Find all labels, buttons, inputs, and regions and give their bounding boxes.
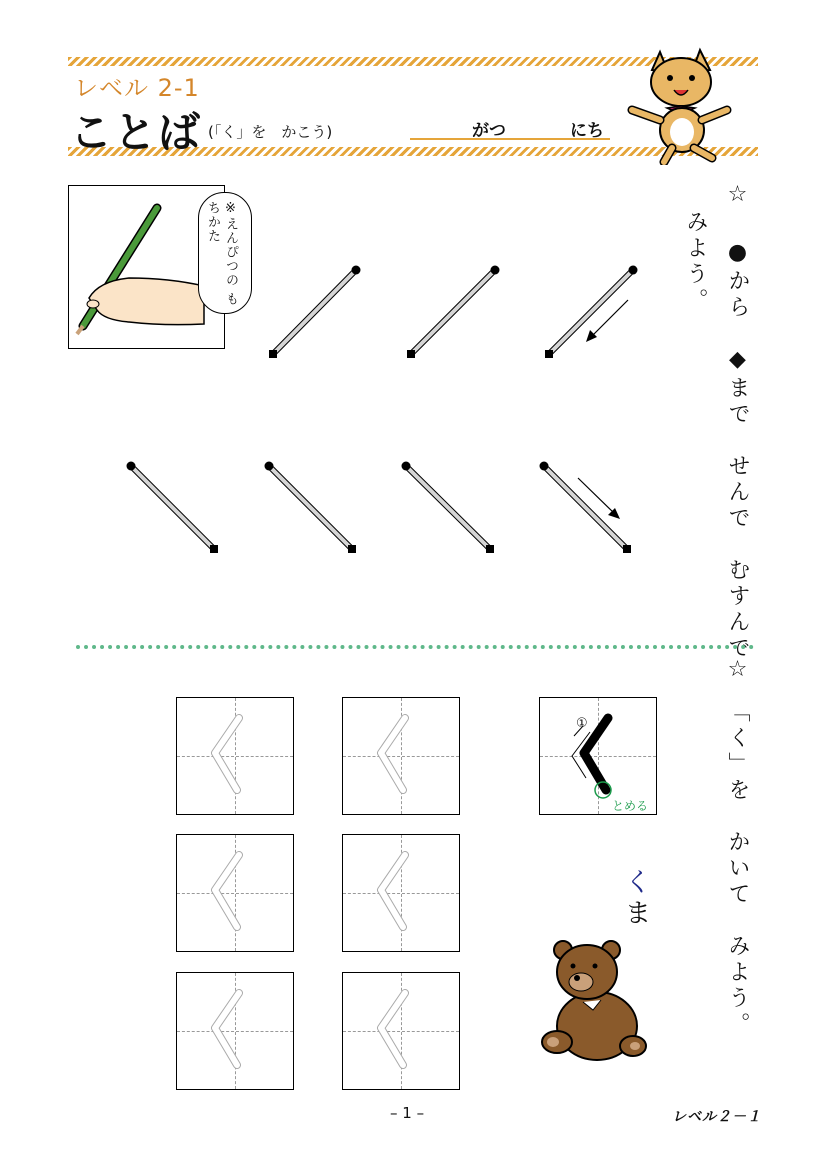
ku-trace-glyph [343,973,459,1089]
ku-trace-glyph [343,835,459,951]
bear-icon [535,938,650,1063]
trace-line-row1-3[interactable] [545,266,638,359]
practice-box-1[interactable] [176,697,294,815]
section2-star: ☆ [725,657,750,686]
page-title: ことば [70,108,203,157]
trace-line-row1-2[interactable] [407,266,500,359]
section2-instruction: 「く」を かいて みよう。 [725,700,750,1038]
practice-box-4[interactable] [342,834,460,952]
direction-arrow-down-left-icon [586,300,628,342]
page-number: – 1 – [390,1104,425,1122]
stroke-number: ① [576,716,588,731]
ku-trace-glyph [177,973,293,1089]
trace-line-row2-3[interactable] [402,462,495,554]
practice-box-5[interactable] [176,972,294,1090]
stop-label: とめる [612,799,649,813]
trace-line-row1-1[interactable] [269,266,361,359]
section1-instruction-line1: ●から ◆まで せんで むすんで [725,240,750,662]
example-word-char1: く [625,868,652,898]
trace-line-row2-4[interactable] [540,462,632,554]
direction-arrow-down-right-icon [578,478,620,519]
practice-box-6[interactable] [342,972,460,1090]
practice-box-2[interactable] [342,697,460,815]
pencil-grip-bubble-text: ※えんぴつの もちかた [205,201,238,307]
month-label: がつ [472,121,506,141]
section-divider [76,645,754,649]
trace-line-row2-2[interactable] [265,462,357,554]
ku-trace-glyph [177,835,293,951]
day-label: にち [570,121,604,141]
level-label: レベル 2-1 [74,74,200,102]
section1-star: ☆ [725,182,750,211]
trace-line-row2-1[interactable] [127,462,219,554]
ku-trace-glyph [177,698,293,814]
ku-trace-glyph [343,698,459,814]
example-word-char2: ま [625,899,652,929]
section1-instruction-line2: みよう。 [683,210,708,314]
page-subtitle: (「く」を かこう) [208,123,333,141]
practice-box-3[interactable] [176,834,294,952]
footer-level-label: レベル２－１ [672,1109,762,1125]
